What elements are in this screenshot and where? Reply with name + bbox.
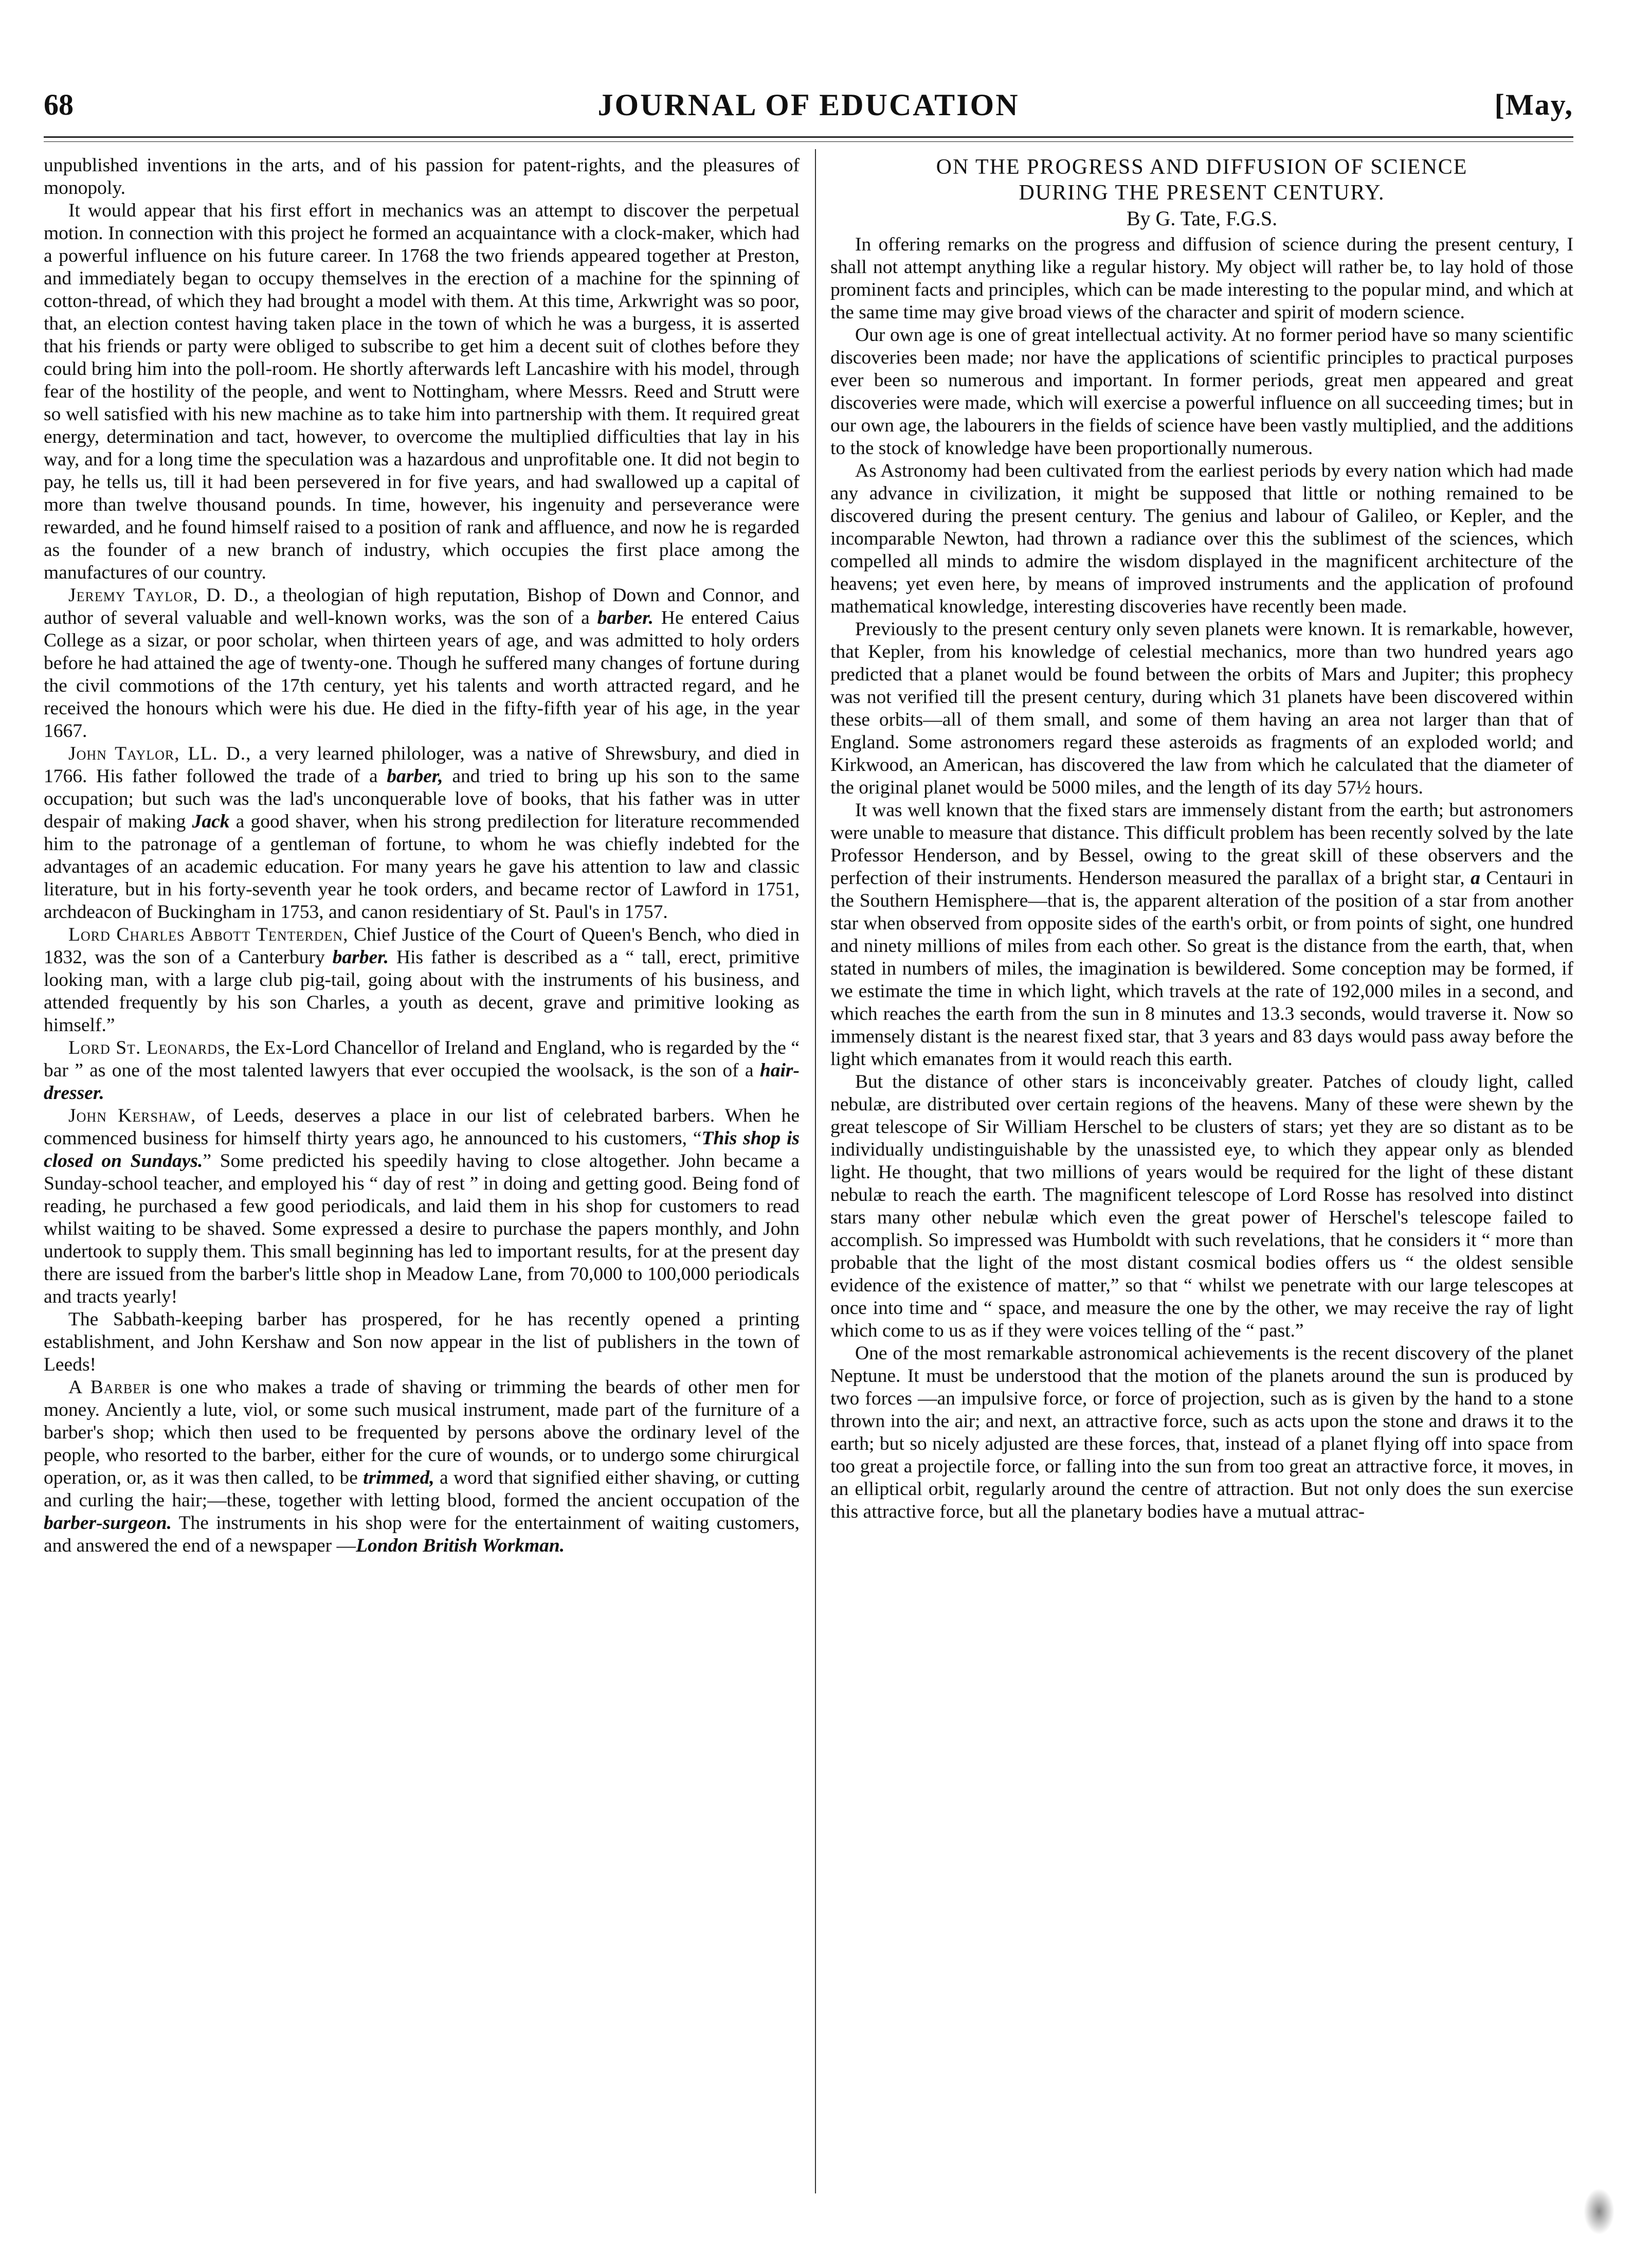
article-title: ON THE PROGRESS AND DIFFUSION OF SCIENCE	[936, 155, 1468, 179]
text-run: a good shaver, when his strong predilection for literature recommended him to the patronage of a gentleman of fortune, to whom he was chiefly indebted for the advantages of an academic education. For many years he gave his attention to law and classic literature, but in his forty-seventh year he took orders, and became rector of Lawford in 1751, archdeacon of Buckingham in 1753, and canon residentiary of St. Paul's in 1757.	[44, 811, 800, 923]
emphasis: a	[1471, 868, 1480, 889]
journal-title: JOURNAL OF EDUCATION	[597, 88, 1020, 122]
paragraph	[44, 743, 800, 924]
paragraph	[44, 1105, 800, 1308]
page-header	[44, 87, 1573, 136]
article-title-line2: DURING THE PRESENT CENTURY.	[1019, 181, 1385, 205]
emphasis: barber.	[332, 947, 389, 968]
person-name: John Kershaw,	[68, 1105, 196, 1126]
text-run: and tried to bring up his son to the same occupation; but such was the lad's unconquerable love of books, that his father was in utter despair of making	[44, 766, 800, 832]
ink-smudge	[1584, 2188, 1614, 2235]
emphasis: This shop is closed on Sundays.	[44, 1128, 800, 1172]
running-month: [May,	[1494, 88, 1573, 121]
text-run: He entered Caius College as a sizar, or poor scholar, when thirteen years of age, and was admitted to holy orders before he had attained the age of twenty-one. Though he suffered many changes of fortune during the civil commotions of the 17th century, yet his talents and worth attracted regard, and he received the honours which were his due. He died in the fifty-fifth year of his age, in the year 1667.	[44, 607, 800, 742]
person-name: Lord St. Leonards,	[68, 1037, 231, 1058]
header-rule	[44, 136, 1573, 138]
emphasis: barber,	[387, 766, 443, 787]
paragraph	[44, 584, 800, 743]
paragraph	[830, 799, 1573, 1071]
header-rule-thin	[44, 141, 1573, 142]
emphasis: hair-dresser.	[44, 1060, 800, 1104]
person-name: Jeremy Taylor, D. D.,	[68, 585, 259, 606]
paragraph: It would appear that his first effort in mechanics was an attempt to discover the perpetual motion. In connection with this project he formed an acquaintance with a clock-maker, which had a powerful influence on his future career. In 1768 the two friends appeared together at Preston, and immediately began to occupy themselves in the erection of a machine for the spinning of cotton-thread, of which they had brought a model with them. At this time, Arkwright was so poor, that, an election contest having taken place in the town of which he was a burgess, it is asserted that his friends or party were obliged to subscribe to get him a decent suit of clothes before they could bring him into the poll-room. He shortly afterwards left Lancashire with his model, through fear of the hostility of the people, and went to Nottingham, where Messrs. Reed and Strutt were so well satisfied with his new machine as to take him into partnership with them. It required great energy, determination and tact, however, to overcome the multiplied difficulties that lay in his way, and for a long time the speculation was a hazardous and unprofitable one. It did not begin to pay, he tells us, till it had been persevered in for five years, and had swallowed up a capital of more than twelve thousand pounds. In time, however, his ingenuity and perseverance were rewarded, and he found himself raised to a position of rank and affluence, and now he is regarded as the founder of a new branch of industry, which occupies the first place among the manufactures of our country.	[44, 200, 800, 583]
paragraph	[44, 1037, 800, 1105]
text-run: Chief Justice of the Court of Queen's Bench, who died in 1832, was the son of a Canterbury	[44, 924, 800, 968]
paragraph: As Astronomy had been cultivated from the earliest periods by every nation which had made any advance in civilization, it might be supposed that little or nothing remained to be discovered during the present century. The genius and labour of Galileo, or Kepler, and the incomparable Newton, had thrown a radiance over this the sublimest of the sciences, which compelled all minds to admire the wisdom displayed in the magnificent architecture of the heavens; yet even here, by means of improved instruments and the application of profound mathematical knowledge, interesting discoveries have recently been made.	[830, 460, 1573, 617]
text-run: The instruments in his shop were for the entertainment of waiting customers, and answered the end of a newspaper —	[44, 1513, 800, 1556]
paragraph: unpublished inventions in the arts, and of his passion for patent-rights, and the pleasures of monopoly.	[44, 155, 800, 199]
page-number: 68	[44, 88, 74, 121]
text-run: His father is described as a “ tall, erect, primitive looking man, with a large club pig-tail, going about with the instruments of his business, and attended frequently by his son Charles, a youth as decent, grave and primitive looking as himself.”	[44, 947, 800, 1036]
emphasis: barber.	[597, 607, 654, 628]
paragraph: But the distance of other stars is inconceivably greater. Patches of cloudy light, called nebulæ, are distributed over certain regions of the heavens. Many of these were shewn by the great telescope of Sir William Herschel to be clusters of stars; yet they are so distant as to be individually undistinguishable by the unassisted eye, to which they appear only as blended light. He thought, that two millions of years would be required for the light of these distant nebulæ to reach the earth. The magnificent telescope of Lord Rosse has resolved into distinct stars many other nebulæ which even the great power of Herschel's telescope failed to accomplish. So impressed was Humboldt with such revelations, that he considers it “ more than probable that the light of the most distant cosmical bodies offers us “ the oldest sensible evidence of the existence of matter,” so that “ whilst we penetrate with our large telescopes at once into time and “ space, and measure the one by the other, we may receive the ray of light which come to us as if they were voices telling of the “ past.”	[830, 1071, 1573, 1341]
paragraph: The Sabbath-keeping barber has prospered, for he has recently opened a printing establishment, and John Kershaw and Son now appear in the list of publishers in the town of Leeds!	[44, 1309, 800, 1375]
emphasis: Jack	[192, 811, 230, 832]
right-column	[830, 154, 1573, 1523]
paragraph	[44, 1376, 800, 1557]
emphasis: trimmed,	[363, 1467, 434, 1488]
text-run: a word that signified either shaving, or cutting and curling the hair;—these, together with letting blood, formed the ancient occupation of the	[44, 1467, 800, 1511]
text-run: of Leeds, deserves a place in our list of celebrated barbers. When he commenced business for himself thirty years ago, he announced to his customers, “	[44, 1105, 800, 1149]
text-run: a very learned philologer, was a native of Shrewsbury, and died in 1766. His father followed the trade of a	[44, 743, 800, 787]
paragraph: Our own age is one of great intellectual activity. At no former period have so many scientific discoveries been made; nor have the applications of scientific principles to practical purposes ever been so numerous and important. In former periods, great men appeared and great discoveries were made, which will exercise a powerful influence on all succeeding times; but in our own age, the labourers in the fields of science have been vastly multiplied, and the additions to the stock of knowledge have been proportionally numerous.	[830, 325, 1573, 459]
text-run: Centauri in the Southern Hemisphere—that is, the apparent alteration of the position of a star from another star when observed from opposite sides of the earth's orbit, or from points of sight, one hundred and ninety millions of miles from each other. So great is the distance from the earth, that, when stated in numbers of miles, the imagination is bewildered. Some conception may be formed, if we estimate the time in which light, which travels at the rate of 192,000 miles in a second, and which reaches the earth from the sun in 8 minutes and 13.3 seconds, would traverse it. Now so immensely distant is the nearest fixed star, that 3 years and 83 days would pass away before the light which emanates from it would reach this earth.	[830, 868, 1573, 1070]
text-run: It was well known that the fixed stars are immensely distant from the earth; but astronomers were unable to measure that distance. This difficult problem has been recently solved by the late Professor Henderson, and by Bessel, owing to the great skill of these observers and the perfection of their instruments. Henderson measured the parallax of a bright star,	[830, 800, 1573, 889]
emphasis: barber-surgeon.	[44, 1513, 172, 1534]
text-run: ” Some predicted his speedily having to close altogether. John became a Sunday-school teacher, and employed his “ day of rest ” in doing and getting good. Being fond of reading, he purchased a few good periodicals, and laid them in his shop for customers to read whilst waiting to be shaved. Some expressed a desire to purchase the papers monthly, and John undertook to supply them. This small beginning has led to important results, for at the present day there are issued from the barber's little shop in Meadow Lane, from 70,000 to 100,000 periodicals and tracts yearly!	[44, 1150, 800, 1307]
left-column	[44, 154, 800, 1557]
emphasis: London British Workman.	[356, 1535, 565, 1556]
person-name: Lord Charles Abbott Tenterden,	[68, 924, 349, 945]
byline: By G. Tate, F.G.S.	[1126, 207, 1278, 230]
paragraph: Previously to the present century only seven planets were known. It is remarkable, however, that Kepler, from his knowledge of celestial mechanics, more than two hundred years ago predicted that a planet would be found between the orbits of Mars and Jupiter; this prophecy was not verified till the present century, during which 31 planets have been discovered within these orbits—all of them small, and some of them having an area not larger than that of England. Some astronomers regard these asteroids as fragments of an exploded world; and Kirkwood, an American, has discovered the law from which he calculated that the diameter of the original planet would be 5000 miles, and the length of its day 57½ hours.	[830, 619, 1573, 798]
paragraph	[44, 924, 800, 1037]
paragraph: One of the most remarkable astronomical achievements is the recent discovery of the planet Neptune. It must be understood that the motion of the planets around the sun is produced by two forces —an impulsive force, or force of projection, such as is given by the hand to a stone thrown into the air; and next, an attractive force, such as acts upon the stone and draws it to the earth; but so nicely adjusted are these forces, that, instead of a planet flying off into space from too great a projectile force, or falling into the sun from too great an attractive force, it moves, in an elliptical orbit, regularly around the centre of attraction. But not only does the sun exercise this attractive force, but all the planetary bodies have a mutual attrac-	[830, 1343, 1573, 1522]
column-divider	[815, 149, 816, 2193]
paragraph: In offering remarks on the progress and diffusion of science during the present century, I shall not attempt anything like a regular history. My object will rather be, to lay hold of those prominent facts and principles, which can be made interesting to the popular mind, and which at the same time may give broad views of the character and spirit of modern science.	[830, 234, 1573, 323]
text-run: is one who makes a trade of shaving or trimming the beards of other men for money. Anciently a lute, viol, or some such musical instrument, made part of the furniture of a barber's shop; which then used to be frequented by persons above the ordinary level of the people, who resorted to the barber, either for the cure of wounds, or to undergo some chirurgical operation, or, as it was then called, to be	[44, 1377, 800, 1488]
text-run: a theologian of high reputation, Bishop of Down and Connor, and author of several valuable and well-known works, was the son of a	[44, 585, 800, 628]
person-name: A Barber	[68, 1377, 151, 1398]
text-run: the Ex-Lord Chancellor of Ireland and England, who is regarded by the “ bar ” as one of the most talented lawyers that ever occupied the woolsack, is the son of a	[44, 1037, 800, 1081]
person-name: John Taylor, LL. D.,	[68, 743, 251, 764]
